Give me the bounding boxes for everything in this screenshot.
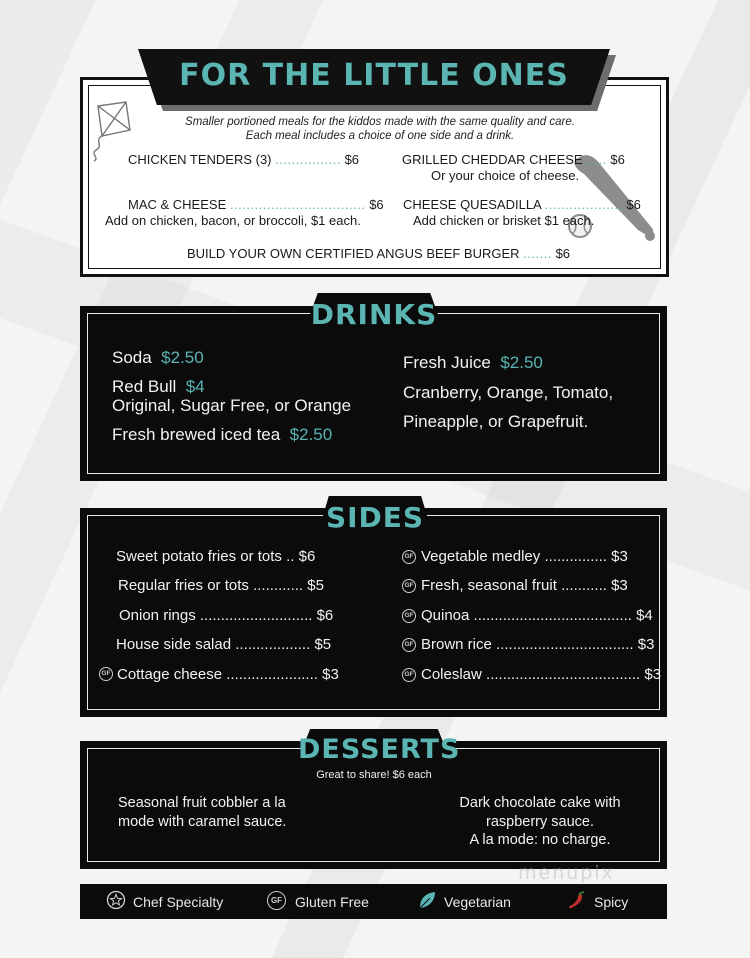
side-price: $6	[298, 548, 316, 565]
drink-price: $4	[185, 377, 205, 396]
drinks-title: DRINKS	[310, 298, 438, 331]
kids-item-quesadilla	[403, 197, 641, 212]
kids-item-quesadilla-note: Add chicken or brisket $1 each.	[413, 213, 595, 228]
item-price: $6	[369, 197, 384, 212]
side-name: Regular fries or tots	[118, 577, 249, 594]
leader-dots: ..	[286, 548, 295, 565]
chef-specialty-star-icon	[106, 890, 126, 910]
kids-description	[100, 115, 660, 143]
item-name: BUILD YOUR OWN CERTIFIED ANGUS BEEF BURGER	[187, 246, 520, 261]
side-price: $3	[611, 548, 628, 565]
desserts-title: DESSERTS	[298, 734, 461, 765]
dessert-cake-line-3: A la mode: no charge.	[469, 832, 611, 848]
gluten-free-icon: GF	[267, 891, 286, 910]
gluten-free-icon: GF	[99, 667, 113, 681]
vegetarian-leaf-icon	[417, 890, 437, 910]
gluten-free-icon: GF	[402, 638, 416, 652]
item-price: $6	[610, 152, 625, 167]
drink-iced-tea	[112, 425, 332, 445]
gluten-free-icon: GF	[402, 550, 416, 564]
kids-description-line-1: Smaller portioned meals for the kiddos made with the same quality and care.	[185, 116, 575, 128]
leader-dots: ...............	[544, 548, 607, 565]
side-name: House side salad	[116, 636, 232, 653]
gluten-free-icon: GF	[402, 609, 416, 623]
dessert-cake-line-2: raspberry sauce.	[486, 814, 594, 830]
drink-name: Fresh brewed iced tea	[112, 425, 281, 444]
side-price: $4	[636, 607, 653, 624]
leader-dots: .....	[586, 152, 607, 167]
side-price: $5	[307, 577, 324, 594]
desserts-subtitle: Great to share! $6 each	[316, 769, 432, 781]
side-brown-rice	[421, 636, 654, 653]
legend-vegetarian: Vegetarian	[444, 894, 511, 910]
kids-item-mac-cheese-note: Add on chicken, bacon, or broccoli, $1 each.	[105, 213, 361, 228]
item-price: $6	[626, 197, 641, 212]
dessert-cobbler-line-2: mode with caramel sauce.	[118, 814, 287, 830]
dessert-cobbler-line-1: Seasonal fruit cobbler a la	[118, 795, 286, 811]
leader-dots: ......................................	[473, 607, 632, 624]
side-cottage-cheese	[117, 666, 339, 683]
dessert-cake-line-1: Dark chocolate cake with	[459, 795, 621, 811]
leader-dots: ...................	[544, 197, 623, 212]
side-name: Fresh, seasonal fruit	[421, 577, 557, 594]
side-quinoa	[421, 607, 653, 624]
legend-spicy: Spicy	[594, 894, 629, 910]
item-name: CHICKEN TENDERS (3)	[128, 152, 272, 167]
drink-juice	[403, 353, 543, 373]
side-price: $3	[644, 666, 662, 683]
side-seasonal-fruit	[421, 577, 628, 594]
item-price: $6	[555, 246, 571, 261]
drink-soda	[112, 348, 204, 368]
leader-dots: ...........................	[199, 607, 313, 624]
leader-dots: .................................	[229, 197, 366, 212]
gluten-free-icon: GF	[402, 579, 416, 593]
drink-juice-flavors-2: Pineapple, or Grapefruit.	[403, 412, 589, 431]
side-onion-rings	[119, 607, 333, 624]
side-sweet-potato-fries	[116, 548, 315, 565]
gluten-free-icon: GF	[402, 668, 416, 682]
leader-dots: .................................	[496, 636, 634, 653]
side-house-salad	[116, 636, 331, 653]
leader-dots: ................	[275, 152, 341, 167]
spicy-pepper-icon	[566, 890, 586, 910]
kids-item-mac-cheese	[128, 197, 384, 212]
drink-price: $2.50	[161, 348, 204, 367]
leader-dots: ............	[253, 577, 304, 594]
legend-chef-specialty: Chef Specialty	[133, 894, 224, 910]
drink-juice-flavors-1: Cranberry, Orange, Tomato,	[403, 383, 614, 402]
side-name: Vegetable medley	[421, 548, 541, 565]
kids-section-title: FOR THE LITTLE ONES	[179, 58, 569, 93]
side-regular-fries	[118, 577, 324, 594]
item-name: GRILLED CHEDDAR CHEESE	[402, 152, 583, 167]
drink-price: $2.50	[500, 353, 543, 372]
kids-description-line-2: Each meal includes a choice of one side and a drink.	[245, 130, 515, 142]
leader-dots: ......................	[226, 666, 318, 683]
leader-dots: .....................................	[486, 666, 641, 683]
side-price: $6	[316, 607, 334, 624]
side-price: $3	[637, 636, 655, 653]
side-coleslaw	[421, 666, 661, 683]
side-name: Onion rings	[119, 607, 196, 624]
side-price: $3	[611, 577, 628, 594]
drink-name: Red Bull	[112, 377, 177, 396]
item-name: MAC & CHEESE	[128, 197, 227, 212]
drink-name: Soda	[112, 348, 152, 367]
drink-name: Fresh Juice	[403, 353, 491, 372]
side-name: Coleslaw	[421, 666, 482, 683]
side-vegetable-medley	[421, 548, 628, 565]
sides-title: SIDES	[325, 501, 425, 534]
item-name: CHEESE QUESADILLA	[403, 197, 541, 212]
leader-dots: ...........	[561, 577, 607, 594]
side-price: $5	[314, 636, 332, 653]
legend-gluten-free: Gluten Free	[295, 894, 369, 910]
watermark: menupix	[518, 862, 615, 884]
leader-dots: .......	[523, 246, 552, 261]
item-price: $6	[344, 152, 360, 167]
side-price: $3	[322, 666, 339, 683]
side-name: Quinoa	[421, 607, 470, 624]
leader-dots: ..................	[235, 636, 311, 653]
side-name: Sweet potato fries or tots	[116, 548, 282, 565]
kids-item-grilled-cheese	[402, 152, 625, 167]
kids-item-chicken-tenders	[128, 152, 359, 167]
side-name: Cottage cheese	[117, 666, 223, 683]
drink-price: $2.50	[289, 425, 333, 444]
drink-redbull-flavors: Original, Sugar Free, or Orange	[112, 396, 352, 415]
kids-item-grilled-cheese-note: Or your choice of cheese.	[431, 168, 580, 183]
drink-redbull	[112, 377, 205, 397]
kids-item-burger	[187, 246, 570, 261]
side-name: Brown rice	[421, 636, 492, 653]
